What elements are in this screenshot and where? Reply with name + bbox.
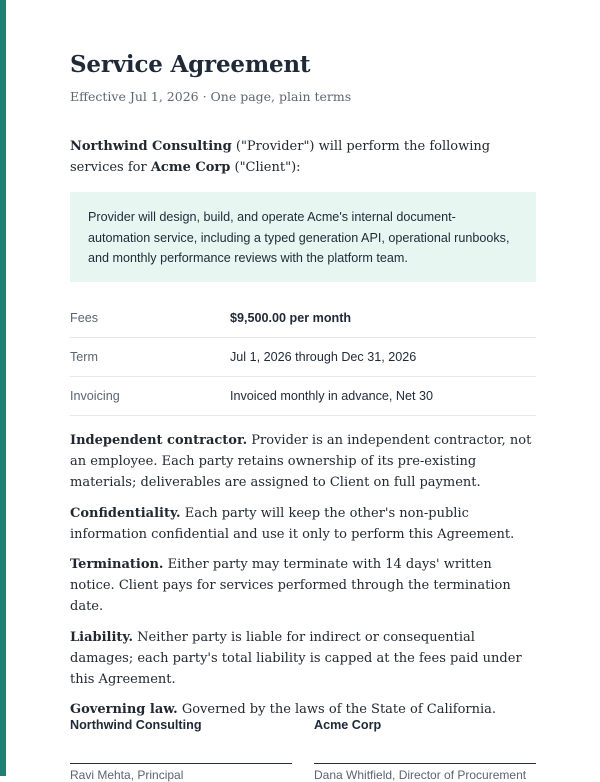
clause-text: Each party will keep the other's non-public information confidential and use it only to perform this Agreement. (70, 505, 515, 542)
term-value: Jul 1, 2026 through Dec 31, 2026 (230, 350, 417, 364)
term-value: Invoiced monthly in advance, Net 30 (230, 389, 434, 403)
term-row-term (70, 338, 536, 377)
clause-independent-contractor (70, 430, 536, 493)
signature-line[interactable] (314, 763, 536, 764)
clause-heading: Liability. (70, 629, 134, 645)
clause-heading: Governing law. (70, 702, 178, 717)
signature-party: Acme Corp (314, 718, 382, 732)
term-label: Fees (70, 311, 98, 325)
clause-text: Either party may terminate with 14 days' written notice. Client pays for services performed through the termination date. (70, 557, 511, 614)
terms-table (70, 299, 536, 416)
clause-termination (70, 554, 536, 617)
term-row-invoicing (70, 377, 536, 416)
client-role: ("Client"): (230, 160, 301, 175)
intro-paragraph (70, 136, 536, 178)
clause-text: Governed by the laws of the State of California. (177, 702, 497, 717)
clause-liability (70, 627, 536, 690)
signature-client (314, 717, 536, 782)
clause-heading: Confidentiality. (70, 505, 181, 521)
term-row-fees (70, 299, 536, 338)
signature-provider (70, 717, 292, 782)
document-title: Service Agreement (70, 51, 311, 78)
document-subtitle: Effective Jul 1, 2026 · One page, plain terms (70, 89, 352, 104)
signature-line[interactable] (70, 763, 292, 764)
signature-block (70, 717, 536, 782)
signer-name: Dana Whitfield, Director of Procurement (314, 768, 527, 782)
signer-name: Ravi Mehta, Principal (70, 768, 184, 782)
clause-confidentiality (70, 503, 536, 545)
clauses (70, 430, 536, 730)
term-label: Term (70, 350, 98, 364)
provider-role: ("Provider") will perform the following services for (70, 139, 491, 175)
term-label: Invoicing (70, 389, 120, 403)
clause-text: Neither party is liable for indirect or consequential damages; each party's total liability is capped at the fees paid under this Agreement. (70, 629, 522, 687)
clause-heading: Independent contractor. (70, 433, 248, 448)
signature-party: Northwind Consulting (70, 718, 202, 732)
accent-bar (0, 0, 6, 776)
term-value: $9,500.00 per month (230, 311, 352, 325)
client-name: Acme Corp (150, 160, 231, 175)
clause-text: Provider is an independent contractor, not an employee. Each party retains ownership of its pre-existing materials; deliverables are assigned to Client on full payment. (70, 433, 532, 490)
clause-heading: Termination. (70, 557, 164, 572)
scope-callout: Provider will design, build, and operate Acme's internal document-automation service, including a typed generation API, operational runbooks, and monthly performance reviews with the platform team. (70, 192, 536, 282)
provider-name: Northwind Consulting (70, 139, 232, 154)
